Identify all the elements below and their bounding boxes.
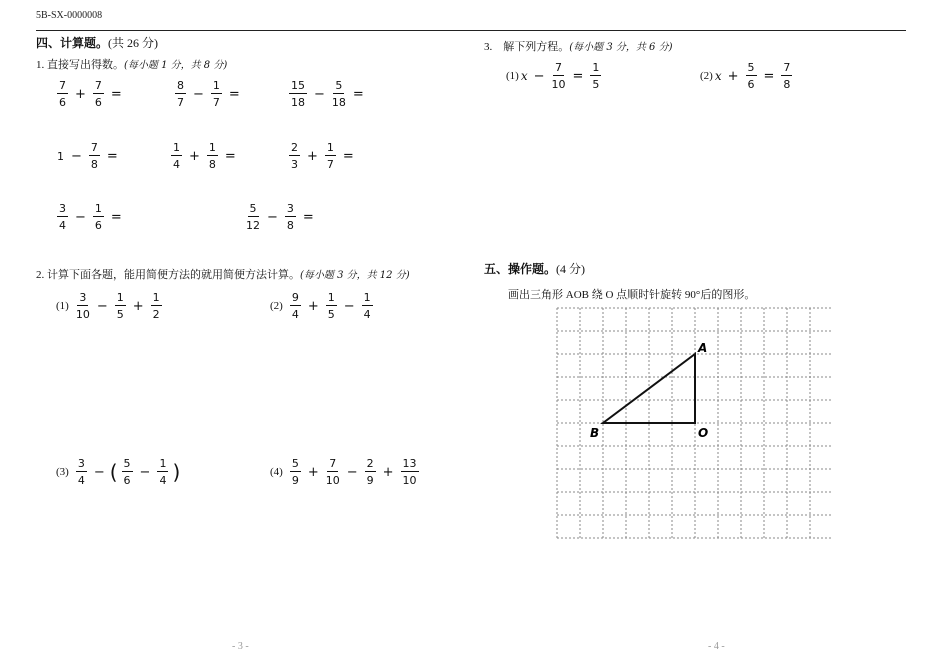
operator: + [307, 148, 318, 164]
page-number-right: - 4 - [708, 641, 725, 652]
fraction [93, 80, 104, 108]
numerator: 3 [59, 202, 66, 215]
denominator: 18 [291, 96, 305, 109]
operator: − [314, 86, 325, 102]
fraction [781, 62, 792, 90]
denominator: 4 [77, 474, 85, 487]
question-1-label: 1. 直接写出得数。 [36, 59, 124, 71]
denominator: 6 [747, 78, 755, 91]
vertex-label-b: B [590, 426, 600, 440]
variable-x: x [714, 69, 722, 83]
equals-sign: = [763, 68, 775, 84]
fraction [326, 458, 340, 486]
denominator: 7 [177, 96, 184, 109]
numerator: 1 [592, 61, 600, 74]
fraction [93, 203, 104, 231]
q2-expression-4 [270, 458, 422, 486]
numerator: 5 [123, 457, 131, 470]
numerator: 3 [77, 457, 85, 470]
fraction [207, 142, 218, 170]
section-5-instruction: 画出三角形 AOB 绕 O 点顺时针旋转 90°后的图形。 [508, 289, 756, 301]
numerator: 1 [152, 291, 160, 304]
denominator: 10 [551, 78, 566, 91]
question-2-note: (每小题 3 分，共 12 分) [300, 270, 410, 281]
equation-label: (1) [506, 70, 519, 82]
question-3-label: 3. 解下列方程。 [484, 41, 570, 53]
fraction [151, 292, 162, 320]
equals-sign: = [302, 209, 314, 225]
fraction [57, 80, 68, 108]
fraction [57, 203, 68, 231]
fraction [89, 142, 100, 170]
denominator: 2 [152, 308, 160, 321]
document-id: 5B-SX-0000008 [36, 10, 103, 21]
fraction [325, 142, 336, 170]
fraction [552, 62, 566, 90]
section-5-title: 五、操作题。 [484, 262, 557, 276]
fraction [401, 458, 419, 486]
numerator: 3 [79, 291, 87, 304]
numerator: 9 [291, 291, 299, 304]
numerator: 1 [326, 141, 334, 154]
numerator: 15 [291, 79, 305, 92]
fraction [365, 458, 376, 486]
q1-expression [54, 142, 122, 170]
operator: − [75, 209, 86, 225]
numerator: 7 [90, 141, 98, 154]
variable-x: x [520, 69, 528, 83]
equation-e1 [506, 62, 604, 90]
equals-sign: = [228, 86, 240, 102]
operator: − [343, 298, 355, 314]
numerator: 1 [208, 141, 216, 154]
numerator: 5 [291, 457, 299, 470]
fraction [157, 458, 168, 486]
numerator: 7 [783, 61, 791, 74]
numerator: 3 [286, 202, 294, 215]
fraction [362, 292, 373, 320]
operator: − [71, 148, 82, 164]
whole-number: 1 [57, 149, 64, 163]
q1-expression [286, 80, 368, 108]
question-3-heading [484, 38, 673, 54]
numerator: 1 [116, 291, 124, 304]
fraction [246, 203, 260, 231]
operator: − [93, 464, 105, 480]
denominator: 7 [326, 158, 334, 171]
section-5-heading [484, 260, 585, 277]
fraction [76, 292, 90, 320]
section-4-heading [36, 34, 158, 51]
denominator: 4 [59, 219, 66, 232]
fraction [171, 142, 182, 170]
denominator: 9 [291, 474, 299, 487]
denominator: 8 [90, 158, 98, 171]
question-1-heading [36, 56, 227, 72]
numerator: 7 [94, 79, 102, 92]
fraction [332, 80, 346, 108]
numerator: 7 [329, 457, 337, 470]
fraction [289, 142, 300, 170]
q1-expression [54, 203, 126, 231]
section-5-points: (4 分) [556, 262, 586, 276]
question-2-heading [36, 266, 410, 282]
question-2-label: 2. 计算下面各题，能用简便方法的就用简便方法计算。 [36, 269, 300, 281]
fraction [76, 458, 87, 486]
fraction [290, 458, 301, 486]
fraction [326, 292, 337, 320]
denominator: 4 [173, 158, 180, 171]
problem-label: (2) [270, 300, 283, 312]
operator: + [307, 464, 319, 480]
denominator: 6 [59, 96, 66, 109]
denominator: 6 [123, 474, 131, 487]
question-1-note: (每小题 1 分，共 8 分) [124, 60, 228, 71]
fraction [290, 292, 301, 320]
operator: − [96, 298, 108, 314]
operator: + [382, 464, 394, 480]
operator: + [75, 86, 86, 102]
denominator: 7 [212, 96, 220, 109]
vertex-label-o: O [698, 426, 709, 440]
denominator: 10 [325, 474, 340, 487]
denominator: 4 [291, 308, 299, 321]
fraction [175, 80, 186, 108]
denominator: 4 [159, 474, 167, 487]
denominator: 5 [116, 308, 124, 321]
fraction [115, 292, 126, 320]
parenthesis: ) [172, 460, 181, 484]
denominator: 12 [246, 219, 260, 232]
q2-expression-2 [270, 292, 376, 320]
q1-expression [54, 80, 126, 108]
denominator: 5 [327, 308, 335, 321]
problem-label: (4) [270, 466, 283, 478]
denominator: 18 [331, 96, 346, 109]
denominator: 8 [783, 78, 791, 91]
operator: + [727, 68, 739, 84]
q2-expression-1 [56, 292, 165, 320]
vertex-label-a: A [698, 341, 708, 355]
numerator: 1 [212, 79, 220, 92]
section-4-points: (共 26 分) [108, 36, 159, 50]
numerator: 7 [59, 79, 66, 92]
equals-sign: = [224, 148, 236, 164]
rotation-grid [556, 307, 832, 549]
question-3-note: (每小题 3 分，共 6 分) [569, 42, 673, 53]
numerator: 8 [177, 79, 184, 92]
denominator: 10 [75, 308, 90, 321]
equals-sign: = [572, 68, 584, 84]
numerator: 5 [335, 79, 343, 92]
fraction [746, 62, 757, 90]
denominator: 8 [286, 219, 294, 232]
q1-expression [286, 142, 358, 170]
operator: − [139, 464, 151, 480]
fraction [122, 458, 133, 486]
page-number-left: - 3 - [232, 641, 249, 652]
denominator: 5 [592, 78, 600, 91]
q1-expression [172, 80, 244, 108]
numerator: 2 [366, 457, 374, 470]
operator: + [132, 298, 144, 314]
numerator: 5 [747, 61, 755, 74]
equals-sign: = [110, 86, 122, 102]
denominator: 10 [402, 474, 417, 487]
denominator: 6 [94, 219, 102, 232]
equals-sign: = [342, 148, 354, 164]
q1-expression [243, 203, 318, 231]
equals-sign: = [106, 148, 118, 164]
fraction [289, 80, 307, 108]
header-rule [36, 30, 906, 31]
denominator: 3 [291, 158, 298, 171]
numerator: 7 [555, 61, 563, 74]
fraction [211, 80, 222, 108]
fraction [590, 62, 601, 90]
operator: − [267, 209, 278, 225]
q1-expression [168, 142, 240, 170]
numerator: 1 [159, 457, 167, 470]
numerator: 1 [327, 291, 335, 304]
operator: − [346, 464, 358, 480]
equals-sign: = [110, 209, 122, 225]
section-4-title: 四、计算题。 [36, 36, 109, 50]
numerator: 1 [173, 141, 180, 154]
denominator: 6 [94, 96, 102, 109]
numerator: 5 [249, 202, 257, 215]
denominator: 8 [208, 158, 216, 171]
numerator: 1 [94, 202, 102, 215]
denominator: 4 [363, 308, 371, 321]
numerator: 2 [291, 141, 298, 154]
equation-label: (2) [700, 70, 713, 82]
fraction [285, 203, 296, 231]
operator: + [307, 298, 319, 314]
operator: − [193, 86, 204, 102]
denominator: 9 [366, 474, 374, 487]
problem-label: (1) [56, 300, 69, 312]
operator: + [189, 148, 200, 164]
equals-sign: = [352, 86, 364, 102]
parenthesis: ( [109, 460, 118, 484]
problem-label: (3) [56, 466, 69, 478]
operator: − [533, 68, 545, 84]
equation-e2 [700, 62, 795, 90]
numerator: 1 [363, 291, 371, 304]
q2-expression-3 [56, 458, 181, 486]
numerator: 13 [402, 457, 417, 470]
